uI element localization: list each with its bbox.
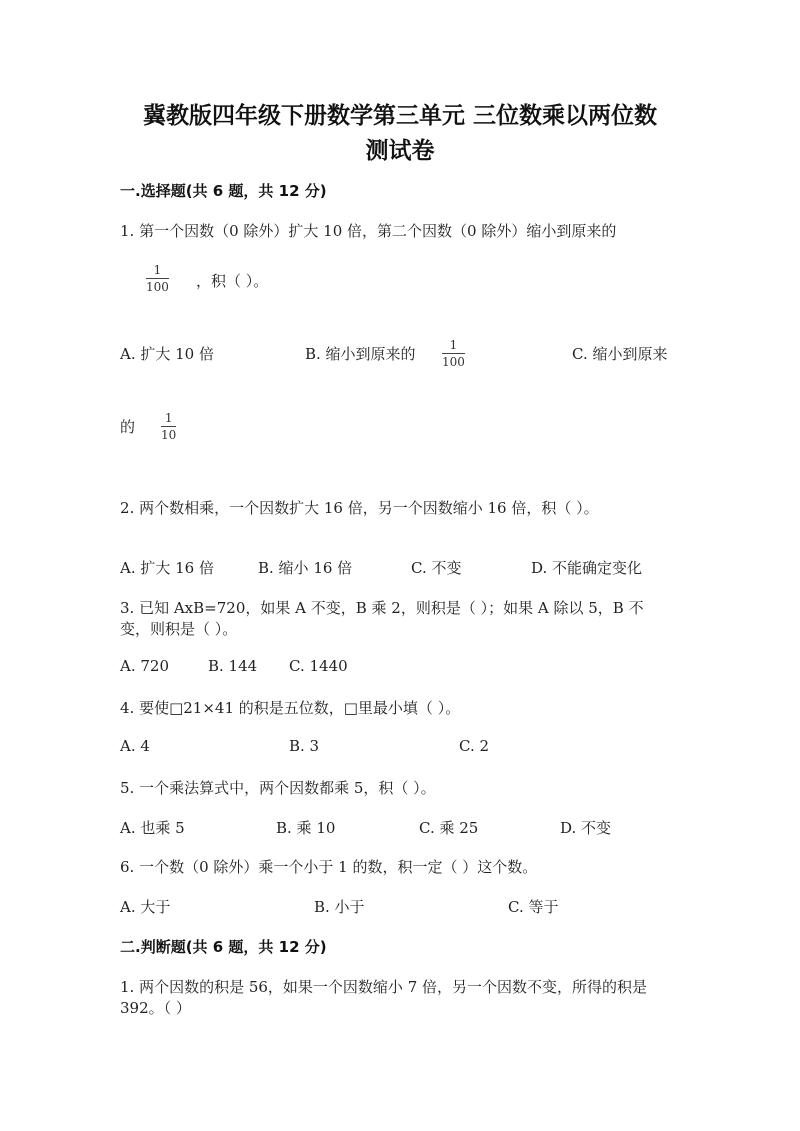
option-b-fraction [442,338,465,369]
fraction-denominator: 10 [161,428,177,442]
option-b: B. 144 [208,657,258,675]
question-3-text: 3. 已知 AxB=720，如果 A 不变，B 乘 2，则积是（ ）；如果 A 除以 5，B 不 [120,599,644,617]
option-c: C. 缩小到原来 [572,345,668,363]
option-a: A. 扩大 16 倍 [120,559,214,577]
option-c-fraction [161,411,176,442]
option-c: C. 不变 [411,559,462,577]
section-heading-choice: 一.选择题(共 6 题，共 12 分) [120,182,327,200]
option-c: C. 等于 [508,898,559,916]
option-b: B. 3 [289,737,320,755]
question-5-text: 5. 一个乘法算式中，两个因数都乘 5，积（ ）。 [120,779,436,797]
option-d: D. 不变 [560,819,612,837]
fraction-bar [161,426,176,427]
fraction-numerator: 1 [153,263,162,277]
fraction-denominator: 100 [146,280,169,294]
option-a: A. 4 [120,737,150,755]
option-c: C. 2 [459,737,490,755]
option-b: B. 乘 10 [276,819,336,837]
judgment-question-1-text: 1. 两个因数的积是 56，如果一个因数缩小 7 倍，另一个因数不变，所得的积是 [120,978,648,996]
page-title: 冀教版四年级下册数学第三单元 三位数乘以两位数 [142,103,657,129]
question-1-tail: ，积（ ）。 [196,272,269,290]
fraction-denominator: 100 [442,355,465,369]
question-3-text-continued: 变，则积是（ ）。 [120,620,238,638]
question-4-text: 4. 要使□21×41 的积是五位数，□里最小填（ ）。 [120,699,461,717]
option-a: A. 大于 [120,898,171,916]
question-1-fraction [146,263,169,294]
fraction-bar [442,353,465,354]
option-c: C. 1440 [289,657,348,675]
page-title-continued: 测试卷 [365,138,435,164]
fraction-numerator: 1 [164,411,173,425]
option-c: C. 乘 25 [419,819,479,837]
fraction-bar [146,278,169,279]
question-1-text: 1. 第一个因数（0 除外）扩大 10 倍，第二个因数（0 除外）缩小到原来的 [120,222,617,240]
option-d: D. 不能确定变化 [531,559,643,577]
option-c-continued: 的 [120,418,136,436]
section-heading-judgment: 二.判断题(共 6 题，共 12 分) [120,938,327,956]
option-b: B. 缩小 16 倍 [258,559,353,577]
fraction-numerator: 1 [449,338,458,352]
option-a: A. 扩大 10 倍 [120,345,214,363]
option-b: B. 小于 [314,898,365,916]
judgment-question-1-text-continued: 392。（ ） [120,999,191,1017]
question-6-text: 6. 一个数（0 除外）乘一个小于 1 的数，积一定（ ）这个数。 [120,858,538,876]
option-b: B. 缩小到原来的 [305,345,416,363]
option-a: A. 也乘 5 [120,819,185,837]
question-2-text: 2. 两个数相乘，一个因数扩大 16 倍，另一个因数缩小 16 倍，积（ ）。 [120,499,599,517]
option-a: A. 720 [120,657,169,675]
